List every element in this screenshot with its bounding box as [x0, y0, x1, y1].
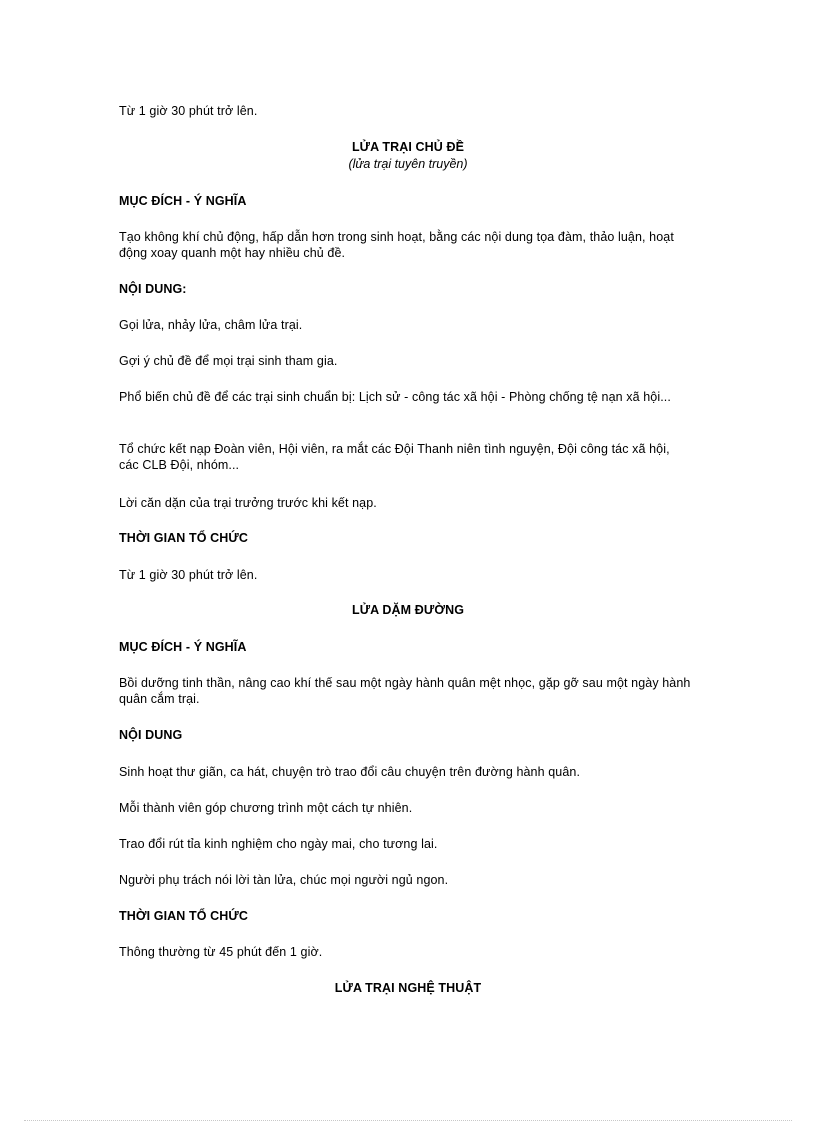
s1-purpose-text: Tạo không khí chủ động, hấp dẫn hơn trong sinh hoạt, bằng các nội dung tọa đàm, thảo luận, hoạt động xoay quanh một hay nhiều chủ đề.: [119, 230, 674, 260]
s1-content-item: Phổ biến chủ đề để các trại sinh chuẩn bị: Lịch sử - công tác xã hội - Phòng chống tệ nạn xã hội...: [119, 390, 671, 404]
section-title-chu-de: LỬA TRẠI CHỦ ĐỀ: [351, 140, 465, 154]
s2-time-heading: THỜI GIAN TỔ CHỨC: [119, 909, 248, 923]
s2-content-heading: NỘI DUNG: [119, 728, 183, 742]
s2-purpose-text: Bồi dưỡng tinh thần, nâng cao khí thế sau một ngày hành quân mệt nhọc, gặp gỡ sau một ngày hành quân cắm trại.: [119, 676, 691, 706]
section-title-nghe-thuat: LỬA TRẠI NGHỆ THUẬT: [334, 981, 482, 995]
s1-content-item: Tổ chức kết nạp Đoàn viên, Hội viên, ra mắt các Đội Thanh niên tình nguyện, Đội công tác xã hội, các CLB Đội, nhóm...: [119, 442, 670, 472]
s2-content-item: Mỗi thành viên góp chương trình một cách tự nhiên.: [119, 801, 413, 815]
section-subtitle-chu-de: (lửa trại tuyên truyền): [348, 157, 468, 171]
s1-content-heading: NỘI DUNG:: [119, 282, 187, 296]
s2-purpose-heading: MỤC ĐÍCH - Ý NGHĨA: [119, 640, 247, 654]
s2-content-item: Sinh hoạt thư giãn, ca hát, chuyện trò trao đổi câu chuyện trên đường hành quân.: [119, 765, 581, 779]
intro-time-text: Từ 1 giờ 30 phút trở lên.: [119, 104, 258, 118]
s2-content-item: Trao đổi rút tỉa kinh nghiệm cho ngày mai, cho tương lai.: [119, 837, 438, 851]
s1-content-item: Gọi lửa, nhảy lửa, châm lửa trại.: [119, 318, 303, 332]
s1-content-item: Lời căn dặn của trại trưởng trước khi kết nạp.: [119, 496, 377, 510]
section-title-dam-duong: LỬA DẶM ĐƯỜNG: [351, 603, 465, 617]
s2-content-item: Người phụ trách nói lời tàn lửa, chúc mọi người ngủ ngon.: [119, 873, 449, 887]
page-bottom-divider: [24, 1120, 792, 1121]
s1-time-heading: THỜI GIAN TỔ CHỨC: [119, 531, 248, 545]
s2-time-text: Thông thường từ 45 phút đến 1 giờ.: [119, 945, 323, 959]
s1-time-text: Từ 1 giờ 30 phút trở lên.: [119, 568, 258, 582]
s1-content-item: Gợi ý chủ đề để mọi trại sinh tham gia.: [119, 354, 338, 368]
s1-purpose-heading: MỤC ĐÍCH - Ý NGHĨA: [119, 194, 247, 208]
